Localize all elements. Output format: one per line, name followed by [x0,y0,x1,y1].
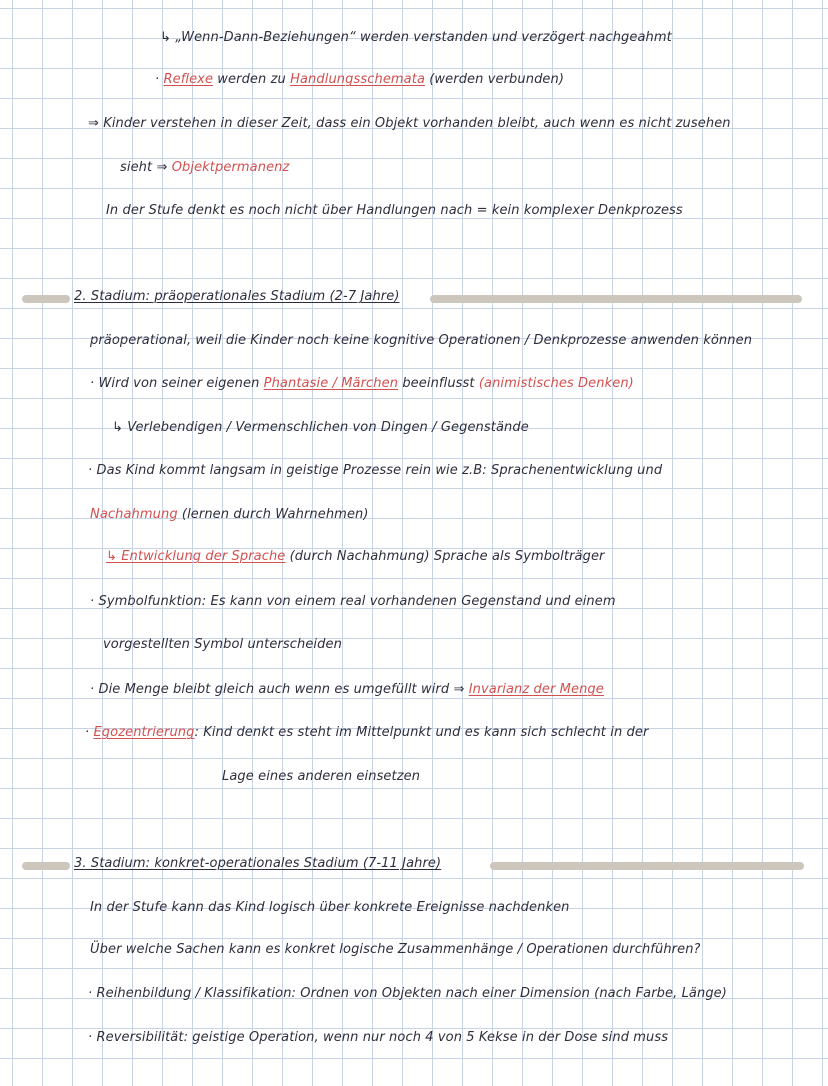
text: · Wird von seiner eigenen [90,376,264,391]
text: : Kind denkt es steht im Mittelpunkt und es kann sich schlecht in der [194,725,649,740]
line-reflexe [155,72,564,87]
text: (lernen durch Wahrnehmen) [177,507,369,522]
term-invarianz: Invarianz der Menge [468,682,604,697]
line-phantasie [90,376,634,391]
line-entwicklung-sprache [106,549,605,564]
line-objektpermanenz [120,160,289,175]
term-entwicklung-sprache: ↳ Entwicklung der Sprache [106,549,286,564]
line-objekt-vorhanden: ⇒ Kinder verstehen in dieser Zeit, dass ein Objekt vorhanden bleibt, auch wenn es nicht zusehen [88,116,731,131]
line-logisch-nachdenken: In der Stufe kann das Kind logisch über konkrete Ereignisse nachdenken [90,900,570,915]
line-zusammenhaenge: Über welche Sachen kann es konkret logische Zusammenhänge / Operationen durchführen? [90,942,701,957]
heading-marker-right [430,295,802,303]
line-geistige-prozesse: · Das Kind kommt langsam in geistige Prozesse rein wie z.B: Sprachenentwicklung und [88,463,663,478]
text: (durch Nachahmung) Sprache als Symbolträger [285,549,605,564]
text: sieht ⇒ [120,160,172,175]
text: beeinflusst [398,376,479,391]
term-handlungsschemata: Handlungsschemata [290,72,426,87]
heading-marker-right [490,862,804,870]
line-verlebendigen: ↳ Verlebendigen / Vermenschlichen von Dingen / Gegenstände [112,420,529,435]
heading-marker-left [22,862,70,870]
line-invarianz [90,682,604,697]
heading-stadium-2: 2. Stadium: präoperationales Stadium (2-7 Jahre) [74,289,400,304]
line-denkprozess: In der Stufe denkt es noch nicht über Handlungen nach = kein komplexer Denkprozess [106,203,683,218]
text: · Die Menge bleibt gleich auch wenn es umgefüllt wird ⇒ [90,682,469,697]
bullet: · [155,72,160,87]
line-reihenbildung: · Reihenbildung / Klassifikation: Ordnen von Objekten nach einer Dimension (nach Farbe, Länge) [88,986,727,1001]
line-vorgestellten-symbol: vorgestellten Symbol unterscheiden [103,637,342,652]
line-wenn-dann: ↳ „Wenn-Dann-Beziehungen“ werden verstanden und verzögert nachgeahmt [160,30,672,45]
term-nachahmung: Nachahmung [90,507,178,522]
line-egozentrierung [85,725,648,740]
heading-marker-left [22,295,70,303]
heading-stadium-3: 3. Stadium: konkret-operationales Stadium (7-11 Jahre) [74,856,442,871]
bullet: · [85,725,94,740]
term-reflexe: Reflexe [163,72,214,87]
line-nachahmung [90,507,369,522]
line-lage-anderen: Lage eines anderen einsetzen [222,769,421,784]
text: werden zu [213,72,291,87]
term-egozentrierung: Egozentrierung [93,725,195,740]
term-objektpermanenz: Objektpermanenz [171,160,290,175]
line-reversibilitaet: · Reversibilität: geistige Operation, wenn nur noch 4 von 5 Kekse in der Dose sind muss [88,1030,669,1045]
term-phantasie: Phantasie / Märchen [263,376,399,391]
text: (werden verbunden) [425,72,565,87]
line-symbolfunktion: · Symbolfunktion: Es kann von einem real vorhandenen Gegenstand und einem [90,594,616,609]
line-praeoperational: präoperational, weil die Kinder noch keine kognitive Operationen / Denkprozesse anwenden können [90,333,753,348]
term-animistisches-denken: (animistisches Denken) [478,376,634,391]
